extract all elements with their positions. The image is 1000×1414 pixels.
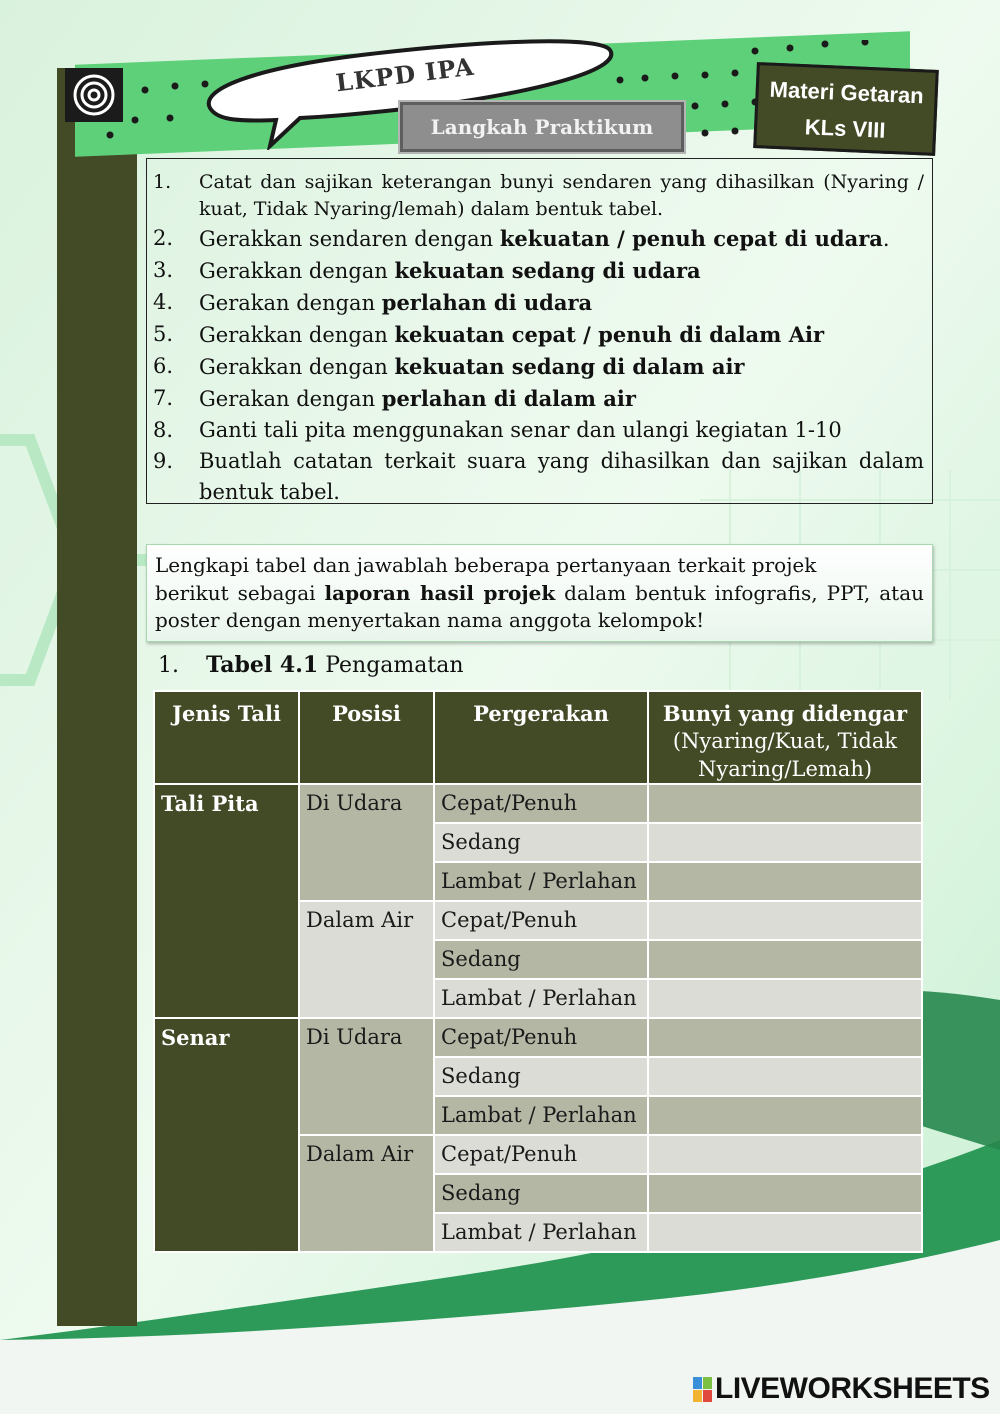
header-posisi: Posisi [299,691,434,784]
step-item [153,446,924,508]
steps-box [146,158,933,504]
step-number: 8. [153,418,174,442]
header-jenis-tali: Jenis Tali [154,691,299,784]
logo-text: LIVEWORKSHEETS [715,1372,990,1405]
table-row [154,784,922,823]
left-sidebar-bar [57,68,137,1326]
topic-title: Materi Getaran [769,76,925,109]
header-pergerakan: Pergerakan [434,691,648,784]
step-item [153,287,924,319]
step-number: 7. [153,386,174,410]
step-number: 3. [153,258,174,282]
cell-posisi: Di Udara [299,1018,434,1135]
answer-cell[interactable] [648,901,922,940]
instruction-box [146,544,933,642]
cell-pergerakan: Cepat/Penuh [434,784,648,823]
cell-pergerakan: Sedang [434,1174,648,1213]
answer-cell[interactable] [648,823,922,862]
header-bunyi: Bunyi yang didengar (Nyaring/Kuat, Tidak Nyaring/Lemah) [648,691,922,784]
answer-cell[interactable] [648,1174,922,1213]
step-text: Gerakan dengan perlahan di udara [199,290,593,315]
cell-pergerakan: Lambat / Perlahan [434,862,648,901]
step-item [153,319,924,351]
bubble-title: LKPD IPA [334,51,476,98]
step-number: 9. [153,449,174,473]
step-number: 4. [153,290,174,314]
steps-list [153,169,924,508]
cell-pergerakan: Lambat / Perlahan [434,979,648,1018]
answer-cell[interactable] [648,1096,922,1135]
step-text: Gerakkan dengan kekuatan cepat / penuh di dalam Air [199,322,825,347]
step-text: Gerakkan dengan kekuatan sedang di udara [199,258,701,283]
table-caption-label: Tabel 4.1 [206,652,319,678]
step-number: 1. [153,171,172,193]
cell-posisi: Dalam Air [299,1135,434,1252]
cell-pergerakan: Lambat / Perlahan [434,1096,648,1135]
answer-cell[interactable] [648,1018,922,1057]
step-text: Catat dan sajikan keterangan bunyi sendaren yang dihasilkan (Nyaring / kuat, Tidak Nyaring/lemah) dalam bentuk tabel. [199,171,924,220]
step-text: Ganti tali pita menggunakan senar dan ulangi kegiatan 1-10 [199,418,842,442]
step-item [153,415,924,446]
observation-table [153,690,923,1253]
instruction-line-1: Lengkapi tabel dan jawablah beberapa pertanyaan terkait projek [155,553,817,577]
cell-posisi: Dalam Air [299,901,434,1018]
step-text: Gerakan dengan perlahan di dalam air [199,386,636,411]
section-banner: Langkah Praktikum [400,102,684,152]
step-number: 5. [153,322,174,346]
cell-pergerakan: Sedang [434,1057,648,1096]
table-caption-number: 1. [158,653,179,678]
step-item [153,223,924,255]
table-row [154,1018,922,1057]
cell-pergerakan: Sedang [434,823,648,862]
answer-cell[interactable] [648,1057,922,1096]
class-label: KLs VIII [804,114,886,143]
step-item [153,383,924,415]
topic-box [753,62,939,156]
step-item [153,255,924,287]
table-caption-title: Pengamatan [318,653,464,678]
cell-pergerakan: Sedang [434,940,648,979]
cell-jenis-tali: Tali Pita [154,784,299,1018]
logo-blocks-icon [693,1377,712,1402]
answer-cell[interactable] [648,1135,922,1174]
step-item [153,169,924,223]
step-text: Buatlah catatan terkait suara yang dihasilkan dan sajikan dalam bentuk tabel. [199,449,924,504]
cell-pergerakan: Cepat/Penuh [434,1018,648,1057]
answer-cell[interactable] [648,1213,922,1252]
step-text: Gerakkan sendaren dengan kekuatan / penuh cepat di udara. [199,226,890,251]
step-number: 2. [153,226,174,250]
answer-cell[interactable] [648,862,922,901]
instruction-line-2: berikut sebagai laporan hasil projek dalam bentuk infografis, PPT, atau poster dengan menyertakan nama anggota kelompok! [155,580,925,632]
step-item [153,351,924,383]
cell-posisi: Di Udara [299,784,434,901]
answer-cell[interactable] [648,784,922,823]
step-text: Gerakkan dengan kekuatan sedang di dalam air [199,354,745,379]
answer-cell[interactable] [648,979,922,1018]
step-number: 6. [153,354,174,378]
cell-pergerakan: Cepat/Penuh [434,901,648,940]
cell-pergerakan: Cepat/Penuh [434,1135,648,1174]
target-icon [65,68,123,122]
answer-cell[interactable] [648,940,922,979]
table-caption [158,652,464,678]
liveworksheets-logo [693,1372,990,1406]
cell-pergerakan: Lambat / Perlahan [434,1213,648,1252]
cell-jenis-tali: Senar [154,1018,299,1252]
